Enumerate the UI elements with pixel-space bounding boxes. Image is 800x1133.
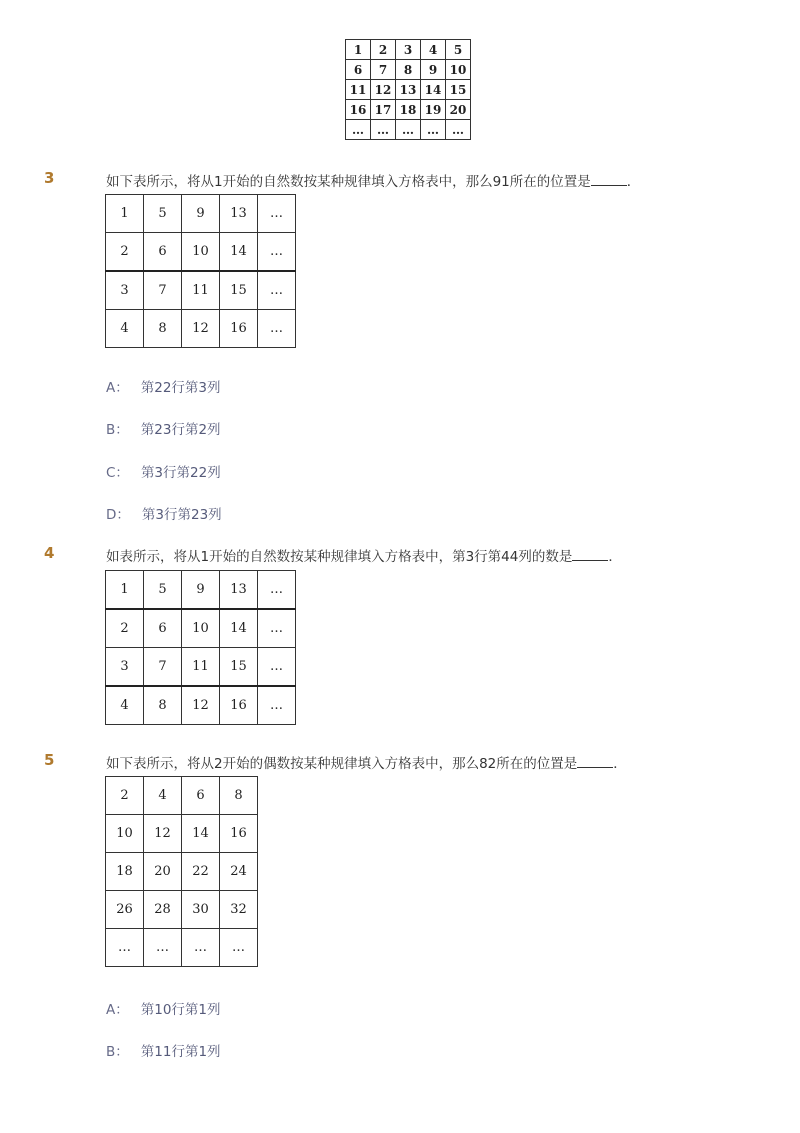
table-row [106, 815, 258, 853]
table-cell: 8 [144, 686, 182, 725]
table-cell: 9 [421, 60, 446, 80]
table-cell: 3 [396, 40, 421, 60]
table-cell: 7 [144, 648, 182, 687]
table-cell: … [258, 310, 296, 348]
table-cell: 26 [106, 891, 144, 929]
option-label: B： [106, 422, 129, 438]
table-cell: 11 [182, 648, 220, 687]
table-row [106, 571, 296, 610]
question-stem: 如下表所示，将从2开始的偶数按某种规律填入方格表中，那么82所在的位置是 [106, 756, 578, 772]
table-cell: 2 [371, 40, 396, 60]
table-cell: … [258, 648, 296, 687]
number-grid-q5 [105, 776, 258, 967]
option-label: D： [106, 507, 130, 523]
table-cell: 2 [106, 777, 144, 815]
table-cell: 5 [144, 571, 182, 610]
table-row [106, 310, 296, 348]
option-label: A： [106, 1002, 129, 1018]
table-cell: … [182, 929, 220, 967]
table-cell: 6 [144, 233, 182, 272]
table-row [346, 120, 471, 140]
table-cell: … [258, 571, 296, 610]
question-number: 4 [44, 544, 55, 562]
option-b[interactable] [106, 1040, 221, 1060]
table-cell: 8 [144, 310, 182, 348]
table-cell: … [258, 271, 296, 310]
table-cell: … [446, 120, 471, 140]
table-cell: 19 [421, 100, 446, 120]
table-cell: 7 [371, 60, 396, 80]
table-cell: 14 [182, 815, 220, 853]
table-row [106, 233, 296, 272]
table-cell: 20 [144, 853, 182, 891]
table-cell: 9 [182, 571, 220, 610]
table-cell: 30 [182, 891, 220, 929]
table-row [106, 891, 258, 929]
table-cell: 20 [446, 100, 471, 120]
option-a[interactable] [106, 998, 221, 1018]
table-cell: 11 [182, 271, 220, 310]
question-text [106, 545, 622, 565]
table-cell: 16 [220, 686, 258, 725]
table-cell: 10 [446, 60, 471, 80]
option-label: A： [106, 380, 129, 396]
table-cell: 32 [220, 891, 258, 929]
option-text: 第22行第3列 [140, 380, 221, 396]
table-cell: 15 [220, 271, 258, 310]
table-row [106, 686, 296, 725]
table-cell: 18 [396, 100, 421, 120]
table-cell: 16 [220, 310, 258, 348]
table-cell: 3 [106, 271, 144, 310]
table-cell: 28 [144, 891, 182, 929]
number-grid-q3 [105, 194, 296, 348]
question-end: ． [608, 549, 622, 565]
table-row [106, 195, 296, 233]
option-text: 第23行第2列 [140, 422, 221, 438]
table-cell: 2 [106, 609, 144, 648]
table-cell: 7 [144, 271, 182, 310]
table-cell: 8 [396, 60, 421, 80]
table-cell: 22 [182, 853, 220, 891]
table-cell: 2 [106, 233, 144, 272]
table-cell: 11 [346, 80, 371, 100]
option-text: 第3行第22列 [140, 465, 221, 481]
question-end: ． [626, 174, 641, 190]
table-cell: … [106, 929, 144, 967]
table-cell: 15 [446, 80, 471, 100]
table-cell: … [396, 120, 421, 140]
option-label: B： [106, 1044, 129, 1060]
question-stem: 如下表所示，将从1开始的自然数按某种规律填入方格表中，那么91所在的位置是 [106, 174, 591, 190]
option-text: 第10行第1列 [140, 1002, 221, 1018]
question-number: 3 [44, 169, 55, 187]
table-cell: 1 [346, 40, 371, 60]
table-row [106, 929, 258, 967]
table-cell: … [346, 120, 371, 140]
table-cell: 10 [106, 815, 144, 853]
table-cell: 4 [106, 686, 144, 725]
table-row [346, 80, 471, 100]
table-cell: 14 [421, 80, 446, 100]
answer-blank [591, 173, 627, 186]
option-text: 第11行第1列 [140, 1044, 221, 1060]
table-row [346, 60, 471, 80]
table-cell: 1 [106, 195, 144, 233]
table-cell: 4 [144, 777, 182, 815]
question-stem: 如表所示，将从1开始的自然数按某种规律填入方格表中，第3行第44列的数是 [106, 549, 573, 565]
table-row [346, 100, 471, 120]
table-cell: 12 [144, 815, 182, 853]
table-cell: 1 [106, 571, 144, 610]
table-cell: 12 [182, 686, 220, 725]
table-cell: 17 [371, 100, 396, 120]
table-cell: 9 [182, 195, 220, 233]
option-label: C： [106, 465, 129, 481]
option-b[interactable] [106, 418, 221, 438]
table-row [346, 40, 471, 60]
table-cell: 6 [182, 777, 220, 815]
option-a[interactable] [106, 376, 221, 396]
question-number: 5 [44, 751, 55, 769]
table-cell: … [421, 120, 446, 140]
table-cell: 4 [106, 310, 144, 348]
table-row [106, 853, 258, 891]
option-text: 第3行第23列 [141, 507, 222, 523]
table-row [106, 777, 258, 815]
table-cell: 16 [346, 100, 371, 120]
table-cell: 13 [220, 571, 258, 610]
table-cell: … [144, 929, 182, 967]
question-text [106, 752, 627, 772]
table-row [106, 609, 296, 648]
table-cell: 10 [182, 609, 220, 648]
table-cell: … [258, 609, 296, 648]
question-end: ． [613, 756, 627, 772]
table-cell: 24 [220, 853, 258, 891]
table-cell: 12 [182, 310, 220, 348]
table-row [106, 271, 296, 310]
table-cell: 13 [220, 195, 258, 233]
option-d[interactable] [106, 503, 222, 523]
table-cell: 12 [371, 80, 396, 100]
table-cell: 16 [220, 815, 258, 853]
table-cell: 5 [446, 40, 471, 60]
table-cell: 3 [106, 648, 144, 687]
question-text [106, 170, 640, 190]
table-cell: … [258, 686, 296, 725]
table-cell: 13 [396, 80, 421, 100]
table-cell: … [371, 120, 396, 140]
number-grid-q4 [105, 570, 296, 725]
table-cell: 14 [220, 233, 258, 272]
table-cell: … [258, 195, 296, 233]
number-grid-top [345, 39, 471, 140]
table-cell: … [258, 233, 296, 272]
table-cell: 5 [144, 195, 182, 233]
option-c[interactable] [106, 461, 221, 481]
table-cell: 14 [220, 609, 258, 648]
table-cell: 18 [106, 853, 144, 891]
table-cell: 15 [220, 648, 258, 687]
table-cell: … [220, 929, 258, 967]
table-cell: 8 [220, 777, 258, 815]
table-cell: 10 [182, 233, 220, 272]
table-row [106, 648, 296, 687]
table-cell: 4 [421, 40, 446, 60]
answer-blank [572, 548, 608, 561]
table-cell: 6 [346, 60, 371, 80]
table-cell: 6 [144, 609, 182, 648]
answer-blank [577, 755, 613, 768]
